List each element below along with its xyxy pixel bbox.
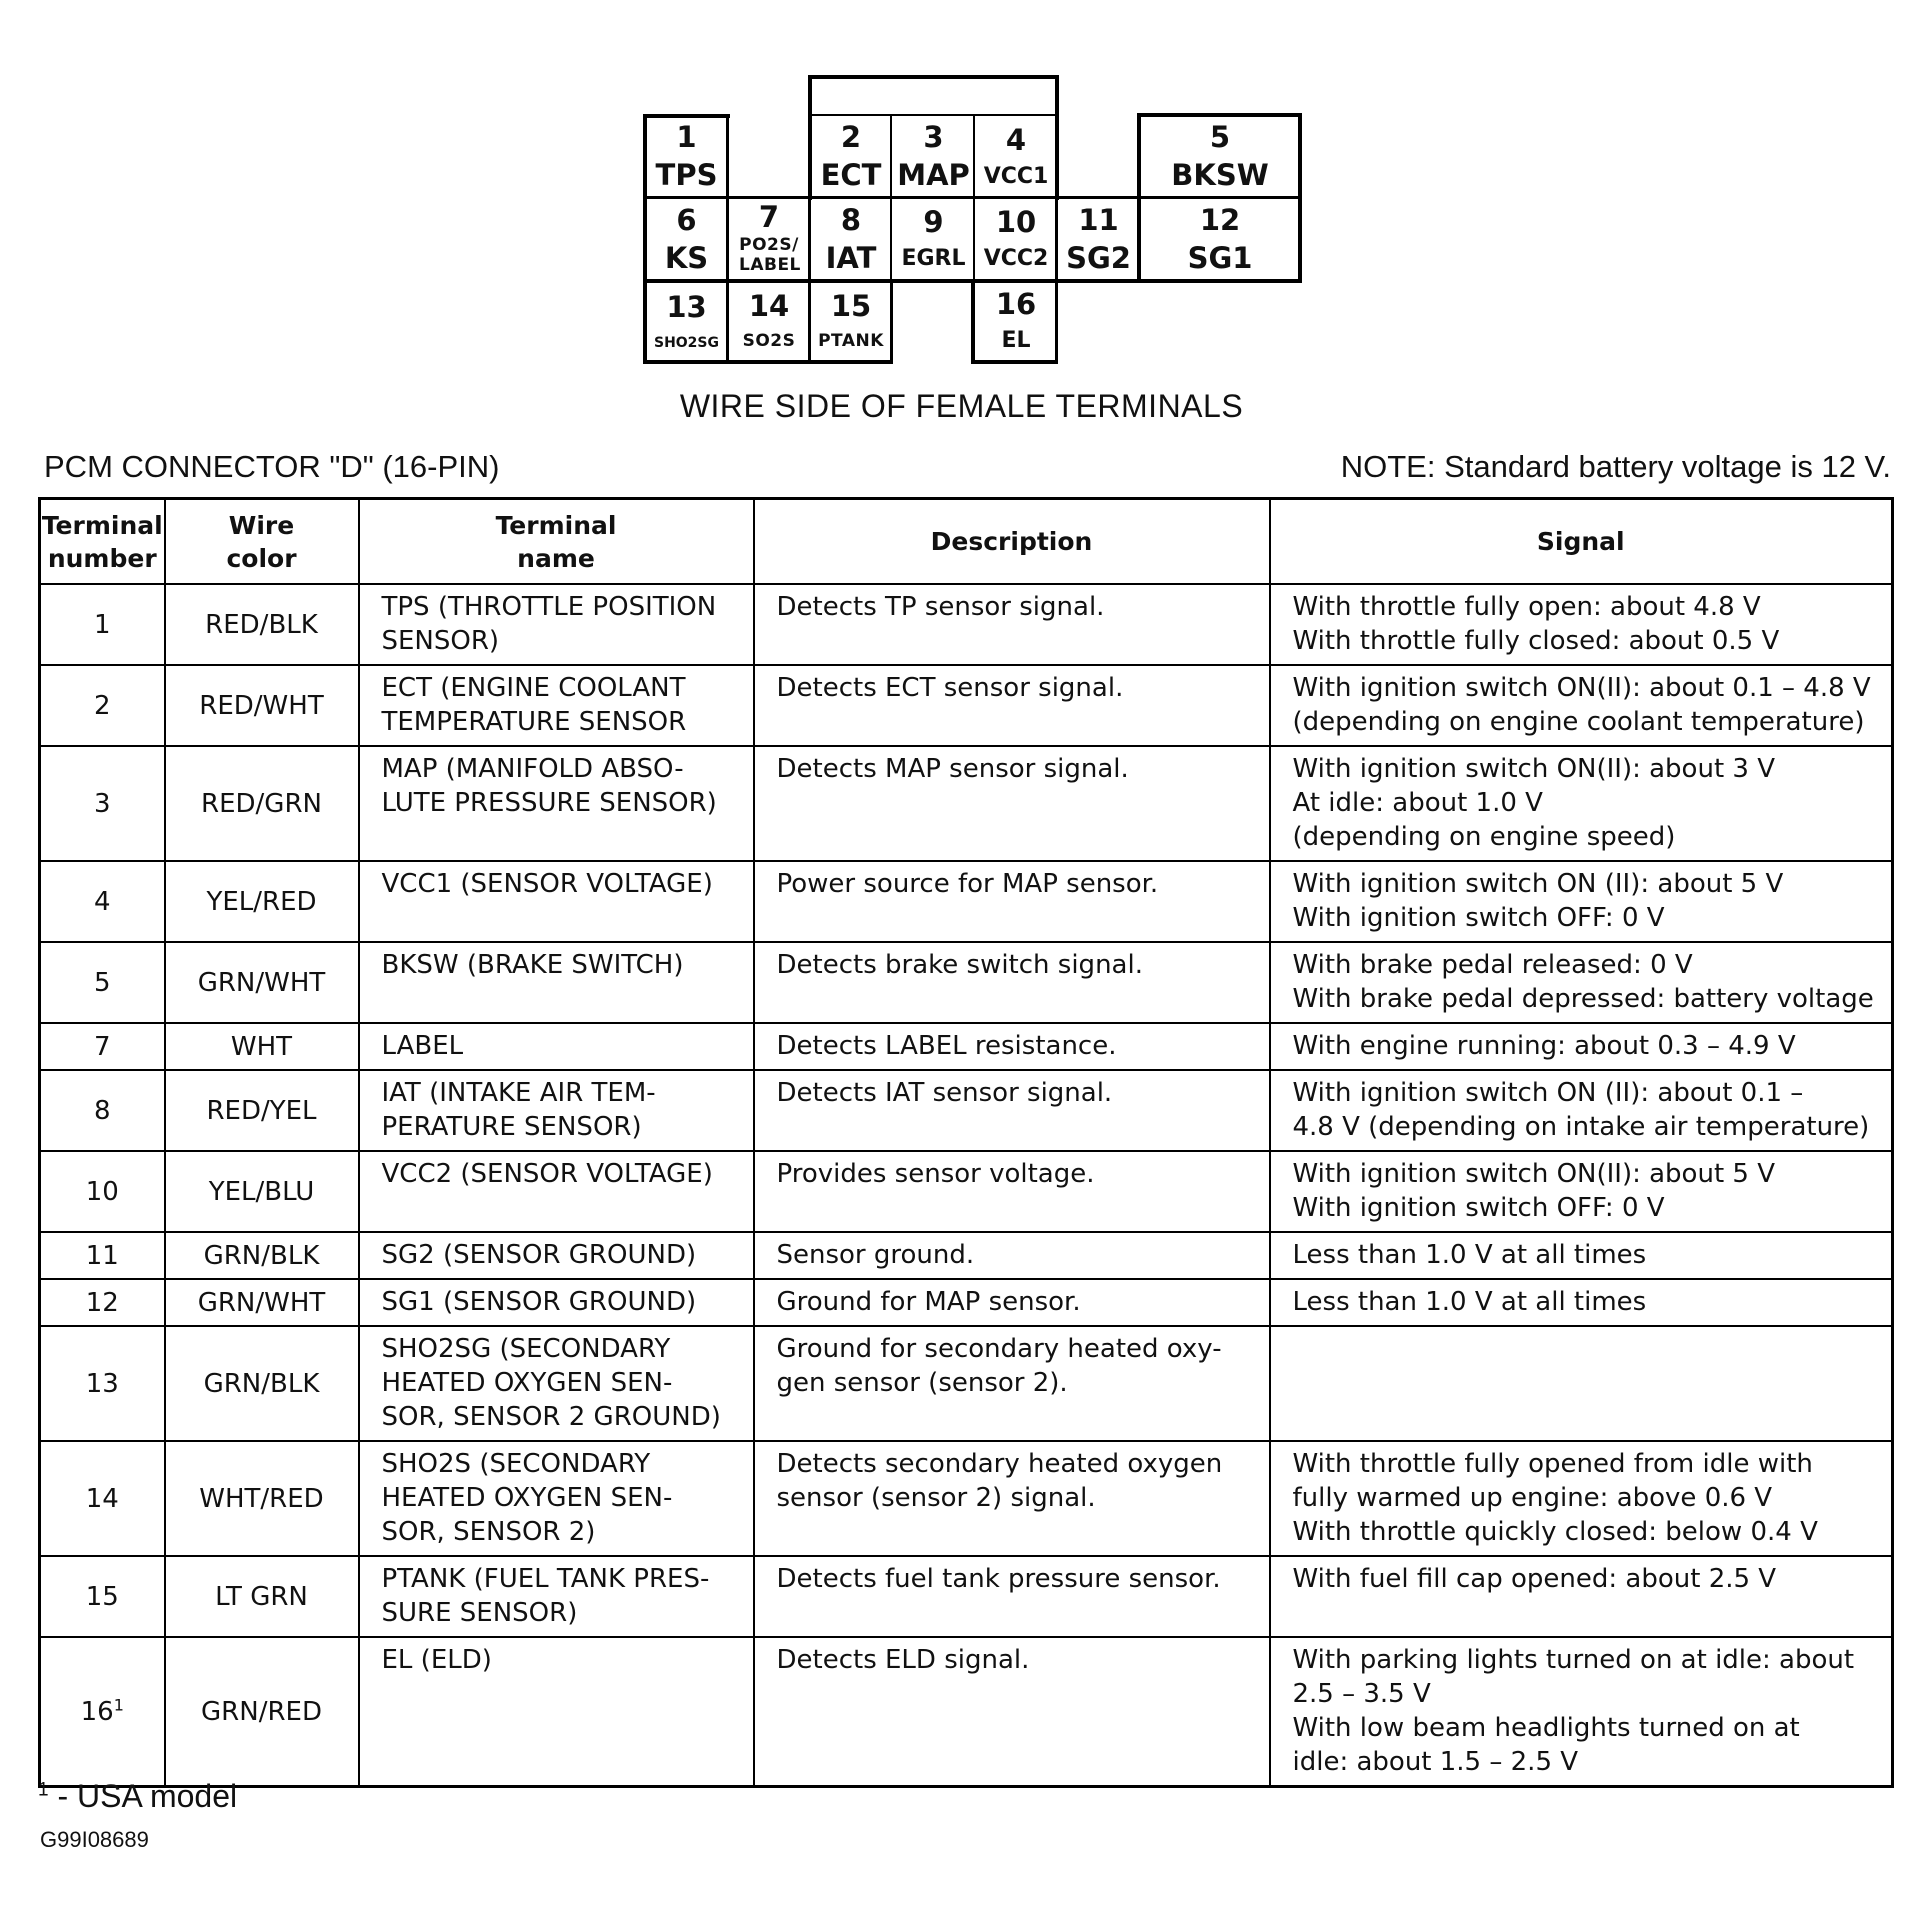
terminal-number-cell (40, 1326, 165, 1441)
terminal-name-cell-text: BKSW (BRAKE SWITCH) (381, 950, 684, 980)
connector-gridline (726, 114, 729, 364)
wire-color-cell-text: RED/GRN (201, 788, 322, 819)
connector-outline (643, 114, 730, 118)
description-cell-text: Provides sensor voltage. (776, 1159, 1095, 1189)
signal-cell-text: Less than 1.0 V at all times (1292, 1287, 1647, 1317)
signal-cell-text: With engine running: about 0.3 – 4.9 V (1292, 1031, 1796, 1061)
signal-cell-text: With ignition switch ON (II): about 5 V With ignition switch OFF: 0 V (1292, 869, 1784, 933)
wire-color-cell-text: RED/WHT (199, 690, 324, 721)
signal-cell (1270, 1151, 1893, 1232)
terminal-name-cell (359, 1556, 754, 1637)
wire-color-cell-text: WHT (230, 1031, 293, 1062)
terminal-number-cell (40, 746, 165, 861)
pin-label: VCC2 (983, 246, 1049, 271)
terminal-name-cell-text: TPS (THROTTLE POSITION SENSOR) (381, 592, 717, 656)
description-cell (754, 1070, 1270, 1151)
connector-gridline (890, 280, 893, 364)
connector-pin-16 (975, 280, 1057, 362)
connector-pin-13 (645, 280, 728, 362)
wire-color-cell-text: GRN/WHT (197, 967, 326, 998)
connector-pin-6 (645, 198, 728, 280)
table-row (40, 746, 1893, 861)
wire-color-cell (165, 584, 359, 665)
description-cell (754, 1326, 1270, 1441)
wire-color-cell (165, 1326, 359, 1441)
pin-number: 16 (995, 287, 1037, 321)
table-row (40, 1023, 1893, 1070)
terminal-name-cell (359, 942, 754, 1023)
terminal-number-cell (40, 1070, 165, 1151)
description-cell-text: Detects IAT sensor signal. (776, 1078, 1113, 1108)
table-row (40, 1070, 1893, 1151)
table-row (40, 1441, 1893, 1556)
wire-color-cell-text: RED/YEL (206, 1095, 317, 1126)
terminal-number-cell-text: 15 (85, 1581, 119, 1612)
terminal-name-cell-text: LABEL (381, 1031, 464, 1061)
connector-gridline (643, 196, 1302, 199)
terminal-number-cell-text: 8 (93, 1095, 111, 1126)
wire-color-cell-text: LT GRN (215, 1581, 308, 1612)
table-row (40, 861, 1893, 942)
connector-pin-8 (810, 198, 892, 280)
connector-outline (643, 360, 893, 364)
signal-cell (1270, 1023, 1893, 1070)
signal-cell (1270, 1556, 1893, 1637)
signal-cell (1270, 1326, 1893, 1441)
description-cell (754, 1279, 1270, 1326)
pin-number: 12 (1199, 202, 1241, 237)
terminal-name-cell (359, 1326, 754, 1441)
pin-number: 14 (748, 289, 790, 323)
pin-number: 8 (840, 202, 862, 237)
pin-label: BKSW (1171, 158, 1269, 192)
connector-outline (1138, 113, 1302, 117)
connector-latch-left (808, 75, 812, 200)
terminal-name-cell-text: IAT (INTAKE AIR TEM- PERATURE SENSOR) (381, 1078, 656, 1142)
wire-color-cell (165, 1556, 359, 1637)
terminal-name-cell-text: SHO2S (SECONDARY HEATED OXYGEN SEN- SOR, SENSOR 2) (381, 1449, 673, 1547)
wire-color-cell-text: GRN/WHT (197, 1287, 326, 1318)
table-row (40, 1326, 1893, 1441)
description-cell-text: Detects brake switch signal. (776, 950, 1143, 980)
pin-label: PTANK (818, 331, 884, 351)
description-cell-text: Ground for MAP sensor. (776, 1287, 1081, 1317)
wire-color-cell-text: GRN/BLK (203, 1240, 320, 1271)
terminal-number-cell-text: 13 (85, 1368, 119, 1399)
connector-pin-4 (975, 115, 1057, 198)
terminal-name-cell-text: EL (ELD) (381, 1645, 492, 1675)
terminal-number-cell-text: 1 (93, 609, 111, 640)
terminal-name-cell (359, 1232, 754, 1279)
description-cell (754, 1151, 1270, 1232)
connector-pin-10 (975, 198, 1057, 280)
terminal-name-cell-text: VCC1 (SENSOR VOLTAGE) (381, 869, 713, 899)
wire-color-cell (165, 1637, 359, 1787)
connector-pin-15 (810, 280, 892, 362)
terminal-number-cell-text: 3 (93, 788, 111, 819)
terminal-number-cell (40, 1637, 165, 1787)
pin-number: 11 (1078, 202, 1119, 237)
terminal-number-cell (40, 665, 165, 746)
wire-color-cell-text: WHT/RED (199, 1483, 324, 1514)
terminal-table (38, 497, 1894, 1788)
table-row (40, 665, 1893, 746)
connector-pin-5 (1140, 115, 1300, 198)
terminal-number-cell-text: 2 (93, 690, 111, 721)
description-cell-text: Detects MAP sensor signal. (776, 754, 1129, 784)
pin-number: 15 (830, 289, 872, 323)
connector-pin-12 (1140, 198, 1300, 280)
signal-cell (1270, 584, 1893, 665)
wire-color-cell-text: YEL/BLU (208, 1176, 315, 1207)
connector-pin-2 (810, 115, 892, 198)
pin-label: TPS (655, 158, 718, 192)
description-cell-text: Detects TP sensor signal. (776, 592, 1105, 622)
signal-cell (1270, 1232, 1893, 1279)
footnote-marker: 1 (38, 1779, 49, 1801)
wire-color-cell-text: GRN/BLK (203, 1368, 320, 1399)
pin-label: SG2 (1066, 240, 1131, 275)
header-terminal-number: Terminal number (40, 499, 165, 585)
description-cell-text: Sensor ground. (776, 1240, 975, 1270)
connector-pin-1 (645, 115, 728, 198)
terminal-name-cell-text: MAP (MANIFOLD ABSO- LUTE PRESSURE SENSOR) (381, 754, 717, 818)
description-cell (754, 665, 1270, 746)
terminal-name-cell-text: SG2 (SENSOR GROUND) (381, 1240, 697, 1270)
description-cell (754, 584, 1270, 665)
connector-outline (971, 280, 975, 364)
pin-number: 9 (923, 205, 944, 239)
signal-cell-text: With fuel fill cap opened: about 2.5 V (1292, 1564, 1777, 1594)
description-cell-text: Detects secondary heated oxygen sensor (sensor 2) signal. (776, 1449, 1223, 1513)
table-header-row (40, 499, 1893, 585)
terminal-name-cell-text: VCC2 (SENSOR VOLTAGE) (381, 1159, 713, 1189)
connector-outline (643, 114, 647, 364)
signal-cell-text: With throttle fully open: about 4.8 V With throttle fully closed: about 0.5 V (1292, 592, 1780, 656)
pin-number: 1 (676, 120, 697, 154)
description-cell (754, 1637, 1270, 1787)
signal-cell-text: With ignition switch ON (II): about 0.1 – 4.8 V (depending on intake air temperature) (1292, 1078, 1870, 1142)
table-row (40, 942, 1893, 1023)
terminal-number-cell-text: 10 (85, 1176, 119, 1207)
description-cell (754, 942, 1270, 1023)
wire-color-cell (165, 1151, 359, 1232)
pin-number: 7 (758, 200, 780, 234)
pin-label: EGRL (901, 246, 966, 271)
terminal-name-cell (359, 665, 754, 746)
wire-color-cell-text: RED/BLK (205, 609, 318, 640)
connector-title: PCM CONNECTOR "D" (16-PIN) (44, 449, 500, 484)
terminal-number-cell-text: 5 (93, 967, 111, 998)
terminal-number-cell (40, 1441, 165, 1556)
table-row (40, 584, 1893, 665)
terminal-name-cell (359, 1023, 754, 1070)
battery-voltage-note: NOTE: Standard battery voltage is 12 V. (1340, 449, 1891, 484)
terminal-name-cell-text: ECT (ENGINE COOLANT TEMPERATURE SENSOR (381, 673, 687, 737)
table-row (40, 1151, 1893, 1232)
description-cell (754, 1232, 1270, 1279)
description-cell-text: Detects ELD signal. (776, 1645, 1030, 1675)
wire-color-cell-text: YEL/RED (206, 886, 317, 917)
wire-color-cell (165, 1070, 359, 1151)
connector-pin-14 (728, 280, 810, 362)
description-cell (754, 861, 1270, 942)
signal-cell (1270, 665, 1893, 746)
connector-pin-11 (1057, 198, 1140, 280)
terminal-name-cell (359, 1070, 754, 1151)
terminal-name-cell (359, 584, 754, 665)
terminal-name-cell-text: PTANK (FUEL TANK PRES- SURE SENSOR) (381, 1564, 710, 1628)
signal-cell-text: With brake pedal released: 0 V With brake pedal depressed: battery voltage (1292, 950, 1874, 1014)
connector-pin-9 (892, 198, 975, 280)
wire-color-cell (165, 665, 359, 746)
signal-cell-text: With parking lights turned on at idle: about 2.5 – 3.5 V With low beam headlights turned on at idle: about 1.5 – 2.5 V (1292, 1645, 1855, 1777)
terminal-number-cell (40, 1023, 165, 1070)
connector-pin-3 (892, 115, 975, 198)
connector-latch-top (808, 75, 1059, 79)
signal-cell (1270, 1637, 1893, 1787)
header-signal: Signal (1270, 499, 1893, 585)
pin-label: SHO2SG (653, 334, 720, 351)
pin-number: 4 (1005, 122, 1027, 157)
pin-number: 3 (923, 120, 944, 154)
terminal-number-cell-text: 12 (85, 1287, 119, 1318)
terminal-name-cell (359, 1151, 754, 1232)
signal-cell-text: With throttle fully opened from idle with fully warmed up engine: above 0.6 V With throttle quickly closed: below 0.4 V (1292, 1449, 1818, 1547)
signal-cell (1270, 1279, 1893, 1326)
wire-color-cell (165, 1279, 359, 1326)
terminal-name-cell (359, 861, 754, 942)
pin-label: IAT (825, 240, 877, 275)
terminal-number-cell-text: 11 (85, 1240, 119, 1271)
pin-number: 5 (1209, 120, 1231, 154)
signal-cell (1270, 1070, 1893, 1151)
header-description: Description (754, 499, 1270, 585)
description-cell-text: Detects ECT sensor signal. (776, 673, 1124, 703)
pin-label: KS (664, 240, 709, 275)
figure-id: G99I08689 (40, 1827, 149, 1852)
terminal-number-cell (40, 1279, 165, 1326)
table-row (40, 1279, 1893, 1326)
pin-label: SO2S (742, 331, 796, 351)
description-cell-text: Detects LABEL resistance. (776, 1031, 1117, 1061)
pin-number: 13 (666, 289, 707, 324)
description-cell-text: Detects fuel tank pressure sensor. (776, 1564, 1221, 1594)
terminal-name-cell (359, 1279, 754, 1326)
pin-label: SG1 (1187, 240, 1253, 275)
terminal-name-cell (359, 1441, 754, 1556)
signal-cell (1270, 861, 1893, 942)
signal-cell-text: With ignition switch ON(II): about 5 V With ignition switch OFF: 0 V (1292, 1159, 1775, 1223)
description-cell-text: Power source for MAP sensor. (776, 869, 1159, 899)
signal-cell-text: With ignition switch ON(II): about 3 V At idle: about 1.0 V (depending on engine speed) (1292, 754, 1775, 852)
terminal-number-cell (40, 942, 165, 1023)
footnote-ref: 1 (113, 1694, 124, 1714)
terminal-number-cell-text: 4 (93, 886, 111, 917)
wire-color-cell (165, 861, 359, 942)
footnote (38, 1778, 237, 1815)
wire-color-cell (165, 1232, 359, 1279)
connector-pin-7 (728, 198, 810, 280)
header-terminal-name: Terminal name (359, 499, 754, 585)
pin-label: PO2S/ LABEL (739, 235, 801, 275)
connector-latch-right (1055, 75, 1059, 200)
signal-cell-text: Less than 1.0 V at all times (1292, 1240, 1647, 1270)
header-wire-color: Wire color (165, 499, 359, 585)
description-cell (754, 1441, 1270, 1556)
pin-label: VCC1 (983, 163, 1049, 189)
wire-color-cell (165, 746, 359, 861)
terminal-number-cell (40, 1556, 165, 1637)
pin-label: MAP (897, 158, 970, 192)
terminal-number-cell-text: 16 (80, 1696, 114, 1727)
terminal-name-cell-text: SG1 (SENSOR GROUND) (381, 1287, 697, 1317)
terminal-name-cell (359, 746, 754, 861)
wire-color-cell (165, 1023, 359, 1070)
terminal-name-cell (359, 1637, 754, 1787)
pin-number: 6 (676, 202, 697, 237)
connector-outline (971, 360, 1058, 364)
pin-number: 2 (840, 120, 862, 154)
description-cell-text: Ground for secondary heated oxy- gen sensor (sensor 2). (776, 1334, 1222, 1398)
pin-label: ECT (820, 158, 882, 192)
pin-label: EL (1001, 328, 1031, 353)
terminal-number-cell-text: 7 (93, 1031, 111, 1062)
table-row (40, 1232, 1893, 1279)
connector-gridline (808, 114, 1059, 116)
description-cell (754, 746, 1270, 861)
description-cell (754, 1556, 1270, 1637)
terminal-number-cell (40, 1151, 165, 1232)
signal-cell (1270, 1441, 1893, 1556)
signal-cell (1270, 942, 1893, 1023)
table-row (40, 1637, 1893, 1787)
signal-cell-text: With ignition switch ON(II): about 0.1 – 4.8 V (depending on engine coolant temperature) (1292, 673, 1871, 737)
terminal-number-cell (40, 861, 165, 942)
terminal-number-cell (40, 1232, 165, 1279)
signal-cell (1270, 746, 1893, 861)
wire-color-cell-text: GRN/RED (201, 1696, 322, 1727)
footnote-text: - USA model (48, 1778, 238, 1814)
terminal-number-cell (40, 584, 165, 665)
diagram-caption: WIRE SIDE OF FEMALE TERMINALS (679, 388, 1244, 424)
terminal-number-cell-text: 14 (85, 1483, 119, 1514)
wire-color-cell (165, 942, 359, 1023)
description-cell (754, 1023, 1270, 1070)
pin-number: 10 (995, 205, 1037, 239)
wire-color-cell (165, 1441, 359, 1556)
table-row (40, 1556, 1893, 1637)
terminal-name-cell-text: SHO2SG (SECONDARY HEATED OXYGEN SEN- SOR, SENSOR 2 GROUND) (381, 1334, 721, 1432)
